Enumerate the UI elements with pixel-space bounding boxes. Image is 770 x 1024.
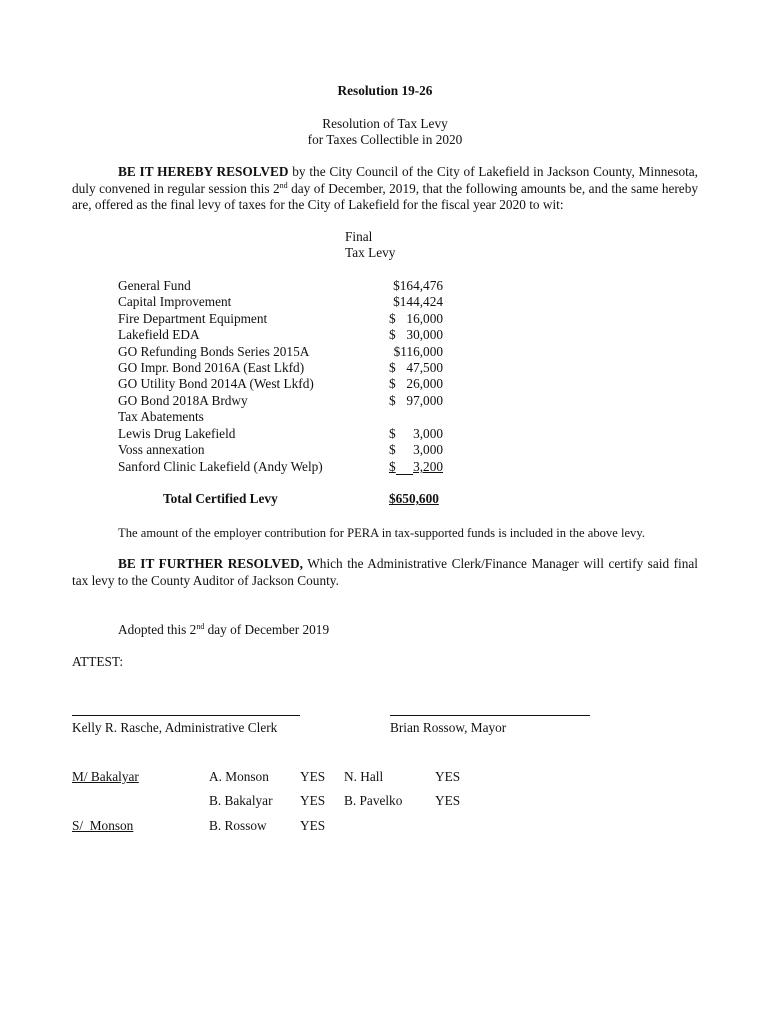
- further-lead: BE IT FURTHER RESOLVED,: [118, 556, 303, 571]
- intro-lead: BE IT HEREBY RESOLVED: [118, 164, 289, 179]
- member-vote: YES: [435, 793, 461, 808]
- levy-header-line2: Tax Levy: [345, 245, 396, 260]
- levy-row-label: Sanford Clinic Lakefield (Andy Welp): [118, 459, 323, 474]
- member-vote: YES: [435, 769, 461, 784]
- intro-text-2: day of December, 2019, that the following amounts be, and the same hereby are, offered as the final levy of taxes for the City of Lakefield for the fiscal year 2020 to wit:: [72, 180, 698, 212]
- levy-row-label: GO Bond 2018A Brdwy: [118, 393, 248, 408]
- member-vote: YES: [300, 793, 326, 808]
- clerk-name: Kelly R. Rasche, Administrative Clerk: [72, 720, 278, 735]
- mayor-name: Brian Rossow, Mayor: [390, 720, 507, 735]
- levy-header-line1: Final: [345, 229, 373, 244]
- levy-row-label: Voss annexation: [118, 442, 205, 457]
- intro-sup: nd: [279, 180, 288, 190]
- member-name: B. Rossow: [209, 818, 267, 833]
- levy-row-label: Lewis Drug Lakefield: [118, 426, 236, 441]
- resolution-subtitle: for Taxes Collectible in 2020: [307, 132, 463, 147]
- clerk-signature-line: [72, 715, 300, 716]
- member-name: A. Monson: [209, 769, 269, 784]
- levy-row-label: GO Impr. Bond 2016A (East Lkfd): [118, 360, 305, 375]
- member-vote: YES: [300, 769, 326, 784]
- motion-by: M/ Bakalyar: [72, 769, 139, 784]
- attest-label: ATTEST:: [72, 654, 124, 669]
- levy-row-label: Capital Improvement: [118, 294, 232, 309]
- levy-row-label: Fire Department Equipment: [118, 311, 268, 326]
- total-value: $650,600: [389, 491, 439, 506]
- mayor-signature-line: [390, 715, 590, 716]
- member-vote: YES: [300, 818, 326, 833]
- member-name: B. Pavelko: [344, 793, 403, 808]
- intro-text-1: by the City Council of the City of Lakefield in Jackson County, Minnesota, duly convened in regular session this 2: [72, 164, 699, 196]
- pera-note: The amount of the employer contribution for PERA in tax-supported funds is included in the above levy.: [118, 526, 645, 540]
- levy-row-label: GO Refunding Bonds Series 2015A: [118, 344, 310, 359]
- levy-row-label: GO Utility Bond 2014A (West Lkfd): [118, 376, 314, 391]
- further-text: Which the Administrative Clerk/Finance Manager will certify said final tax levy to the County Auditor of Jackson County.: [72, 556, 699, 588]
- member-name: N. Hall: [344, 769, 384, 784]
- total-label: Total Certified Levy: [163, 491, 278, 506]
- member-name: B. Bakalyar: [209, 793, 273, 808]
- adopted-line: Adopted this 2nd day of December 2019: [118, 622, 330, 637]
- intro-paragraph: [72, 164, 698, 214]
- levy-row-label: Tax Abatements: [118, 409, 204, 424]
- resolution-number: Resolution 19-26: [337, 83, 433, 98]
- further-paragraph: [72, 556, 698, 589]
- levy-row-label: General Fund: [118, 278, 191, 293]
- levy-row-label: Lakefield EDA: [118, 327, 200, 342]
- seconded-by: S/ Monson: [72, 818, 134, 833]
- resolution-title: Resolution of Tax Levy: [322, 116, 448, 131]
